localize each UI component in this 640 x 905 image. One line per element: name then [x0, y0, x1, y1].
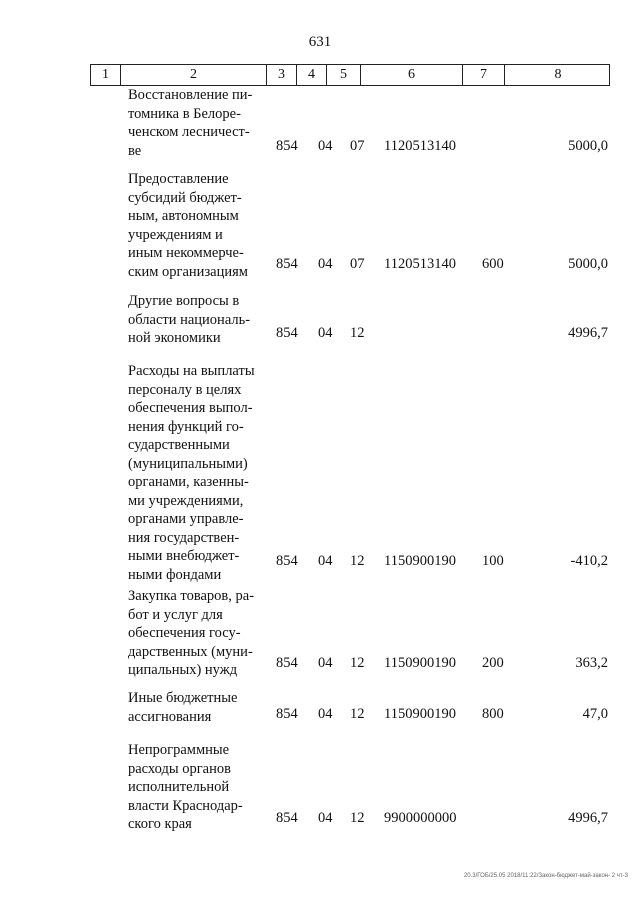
row-amount: 5000,0: [568, 256, 608, 272]
column-header-8: 8: [554, 67, 562, 82]
row-code-7: 100: [482, 553, 504, 569]
column-header-7: 7: [463, 65, 505, 85]
row-name: Расходы на выплаты персоналу в целях обеспечения выпол- нения функций го- сударственными (муниципальными) органами, казенны- ми учреждениями, органами управле- ния государствен- ными внебюджет- ными фондами: [128, 363, 255, 583]
column-header-1: 1: [91, 65, 121, 85]
row-code-4: 04: [318, 706, 333, 722]
row-amount: 5000,0: [568, 138, 608, 154]
row-code-6: 1150900190: [384, 706, 456, 722]
row-amount: -410,2: [570, 553, 608, 569]
column-header-5: 5: [327, 65, 361, 85]
row-amount: 47,0: [582, 706, 608, 722]
row-code-4: 04: [318, 810, 333, 826]
row-code-7: 800: [482, 706, 504, 722]
row-code-3: 854: [276, 553, 298, 569]
row-amount: 4996,7: [568, 810, 608, 826]
row-name: Иные бюджетные ассигнования: [128, 690, 238, 725]
row-code-4: 04: [318, 553, 333, 569]
row-code-3: 854: [276, 325, 298, 341]
row-code-6: 1120513140: [384, 256, 456, 272]
row-code-6: 9900000000: [384, 810, 457, 826]
row-name: Закупка товаров, ра- бот и услуг для обеспечения госу- дарственных (муни- ципальных) нужд: [128, 588, 255, 678]
row-code-5: 12: [350, 325, 365, 341]
row-amount: 363,2: [575, 655, 608, 671]
row-name: Восстановление пи- томника в Белоре- ченском лесничест- ве: [128, 87, 253, 159]
page-number: 631: [308, 34, 332, 50]
row-amount: 4996,7: [568, 325, 608, 341]
document-footer: 20.3/ГОБ/25.05 2018/11:22/Закон-бюджет-май-закон- 2 чт-3: [463, 873, 628, 879]
row-code-6: 1120513140: [384, 138, 456, 154]
row-code-3: 854: [276, 810, 298, 826]
row-code-3: 854: [276, 256, 298, 272]
row-code-6: 1150900190: [384, 553, 456, 569]
row-name: Другие вопросы в области националь- ной экономики: [128, 293, 251, 346]
row-code-7: 600: [482, 256, 504, 272]
row-code-5: 07: [350, 256, 365, 272]
row-code-6: 1150900190: [384, 655, 456, 671]
row-code-7: 200: [482, 655, 504, 671]
row-code-5: 12: [350, 810, 365, 826]
row-code-4: 04: [318, 138, 333, 154]
row-code-3: 854: [276, 706, 298, 722]
row-code-5: 12: [350, 553, 365, 569]
row-code-4: 04: [318, 655, 333, 671]
column-header-4: 4: [297, 65, 327, 85]
row-code-5: 07: [350, 138, 365, 154]
row-code-4: 04: [318, 256, 333, 272]
row-code-3: 854: [276, 138, 298, 154]
row-code-4: 04: [318, 325, 333, 341]
column-header-2: 2: [121, 65, 267, 85]
table-header-row: [90, 64, 610, 86]
row-code-5: 12: [350, 706, 365, 722]
row-name: Непрограммные расходы органов исполнительной власти Краснодар- ского края: [128, 742, 243, 832]
column-header-3: 3: [267, 65, 297, 85]
row-code-3: 854: [276, 655, 298, 671]
column-header-6: 6: [361, 65, 463, 85]
row-code-5: 12: [350, 655, 365, 671]
row-name: Предоставление субсидий бюджет- ным, автономным учреждениям и иным некоммерче- ским организациям: [128, 171, 248, 280]
